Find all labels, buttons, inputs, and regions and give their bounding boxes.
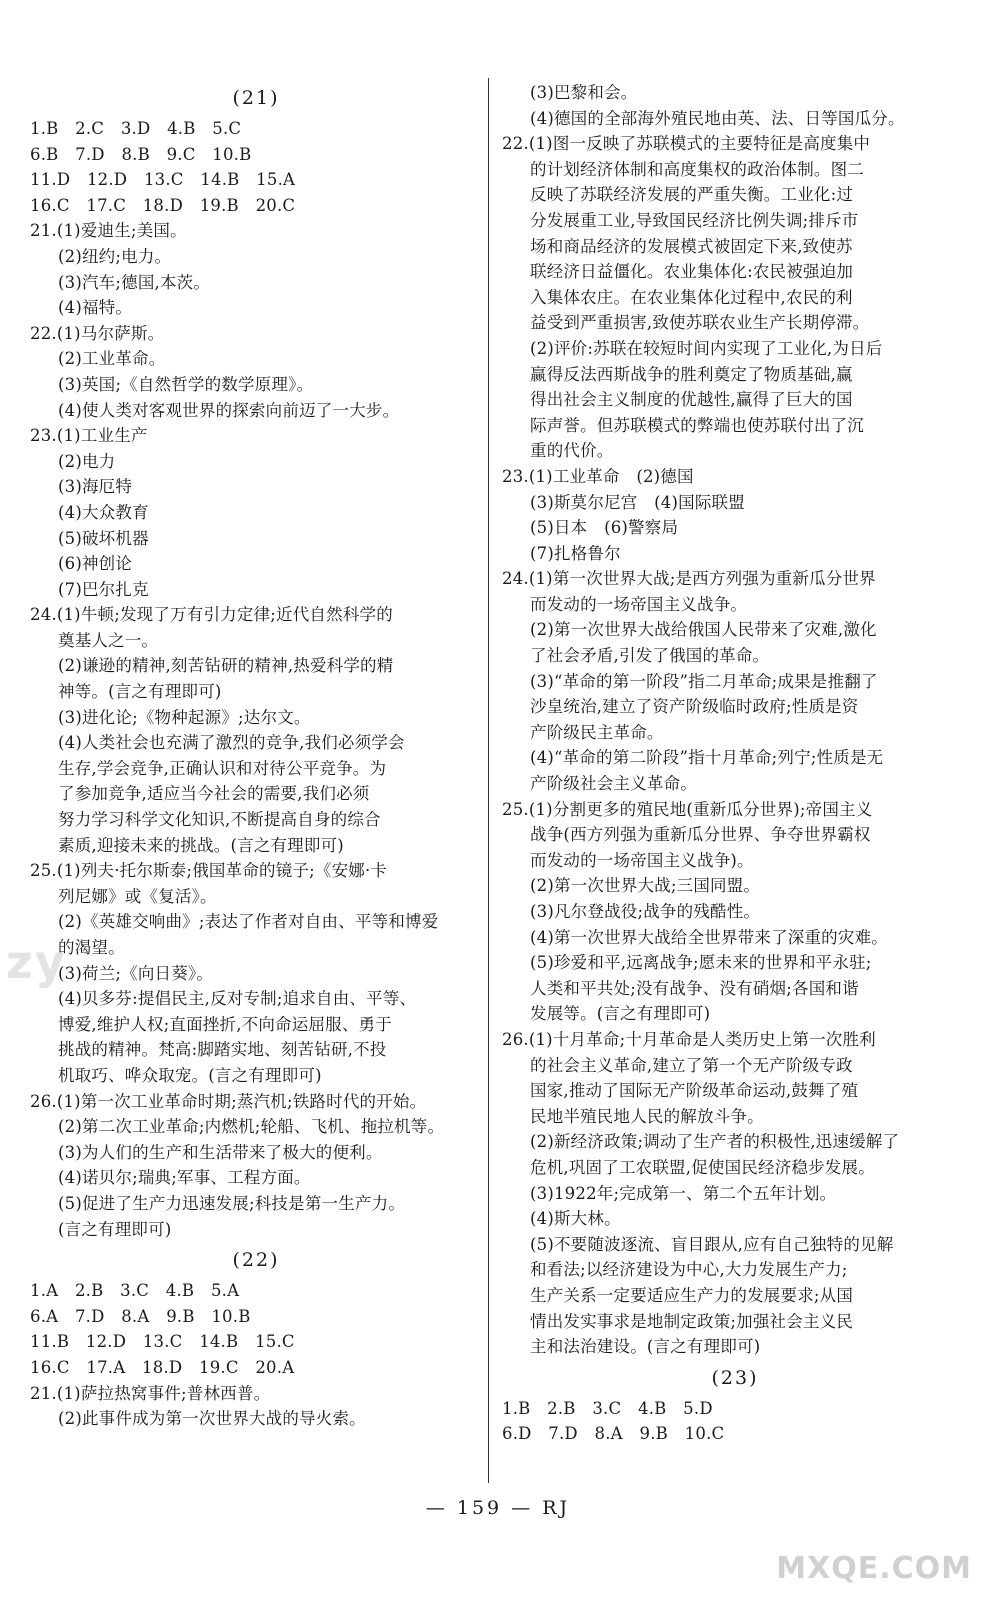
text-line: 主和法治建设。(言之有理即可) [530,1337,761,1357]
text-line: 场和商品经济的发展模式被固定下来,致使苏 [530,236,853,256]
text-line: (5)促进了生产力迅速发展;科技是第一生产力。 [58,1193,406,1213]
text-line: (4)贝多芬:提倡民主,反对专制;追求自由、平等、 [58,989,417,1009]
text-line: (2)新经济政策;调动了生产者的积极性,迅速缓解了 [530,1132,900,1152]
text-line: (3)英国;《自然哲学的数学原理》。 [58,374,314,394]
text-line: (3)为人们的生产和生活带来了极大的便利。 [58,1142,383,1162]
text-line: (2)此事件成为第一次世界大战的导火索。 [58,1409,366,1429]
text-line: 的渴望。 [58,938,125,957]
text-line: 赢得反法西斯战争的胜利奠定了物质基础,赢 [530,364,853,384]
answer-row: 1.B 2.B 3.C 4.B 5.D [502,1398,713,1418]
text-line: (3)进化论;《物种起源》;达尔文。 [58,707,311,727]
text-line: (2)纽约;电力。 [58,246,172,266]
text-line: (2)《英雄交响曲》;表达了作者对自由、平等和博爱 [58,912,439,932]
text-line: 联经济日益僵化。农业集体化:农民被强迫加 [530,262,854,282]
text-line: 22.(1)图一反映了苏联模式的主要特征是高度集中 [502,134,871,154]
text-line: 21.(1)萨拉热窝事件;普林西普。 [30,1383,271,1403]
text-line: (7)巴尔扎克 [58,579,149,599]
text-line: (5)日本 (6)警察局 [530,518,679,538]
text-line: 25.(1)分割更多的殖民地(重新瓜分世界);帝国主义 [502,799,873,819]
answer-row: 11.D 12.D 13.C 14.B 15.A [30,170,296,190]
section-heading: (22) [232,1249,280,1272]
text-line: 和看法;以经济建设为中心,大力发展生产力; [530,1260,848,1280]
text-line: (3)斯莫尔尼宫 (4)国际联盟 [530,492,745,512]
text-line: (2)第一次世界大战;三国同盟。 [530,876,761,896]
text-line: (5)不要随波逐流、盲目跟从,应有自己独特的见解 [530,1234,894,1254]
answer-row: 1.B 2.C 3.D 4.B 5.C [30,119,242,138]
text-line: 素质,迎接未来的挑战。(言之有理即可) [58,835,344,855]
text-line: (3)荷兰;《向日葵》。 [58,963,214,983]
text-line: 22.(1)马尔萨斯。 [30,323,165,343]
answer-row: 11.B 12.D 13.C 14.B 15.C [30,1332,295,1352]
text-line: 努力学习科学文化知识,不断提高自身的综合 [58,810,381,830]
answer-row: 1.A 2.B 3.C 4.B 5.A [30,1281,240,1301]
text-line: 21.(1)爱迪生;美国。 [30,221,187,241]
watermark-left: zy [6,935,67,989]
text-line: (2)第一次世界大战给俄国人民带来了灾难,激化 [530,620,877,640]
text-line: 战争(西方列强为重新瓜分世界、争夺世界霸权 [530,825,871,845]
page-footer: — 159 — RJ [425,1497,571,1519]
text-line: 人类和平共处;没有战争、没有硝烟;各国和谐 [530,978,859,998]
text-line: 得出社会主义制度的优越性,赢得了巨大的国 [530,390,853,410]
text-line: (4)德国的全部海外殖民地由英、法、日等国瓜分。 [530,108,905,128]
text-line: (4)诺贝尔;瑞典;军事、工程方面。 [58,1168,311,1188]
answer-row: 6.B 7.D 8.B 9.C 10.B [30,144,252,164]
text-line: (4)斯大林。 [530,1209,621,1229]
answer-row: 16.C 17.A 18.D 19.C 20.A [30,1357,295,1377]
text-line: 24.(1)第一次世界大战;是西方列强为重新瓜分世界 [502,569,876,589]
text-line: 博爱,维护人权;直面挫折,不向命运屈服、勇于 [58,1014,392,1034]
answer-row: 6.A 7.D 8.A 9.B 10.B [30,1306,251,1326]
text-line: (3)汽车;德国,本茨。 [58,272,211,292]
text-line: 的计划经济体制和高度集权的政治体制。图二 [530,159,864,179]
text-line: 了社会矛盾,引发了俄国的革命。 [530,646,770,666]
text-line: (言之有理即可) [58,1219,172,1239]
text-line: (6)神创论 [58,554,133,574]
text-line: 23.(1)工业生产 [30,426,148,446]
text-line: 入集体农庄。在农业集体化过程中,农民的利 [530,287,853,307]
text-line: (2)谦逊的精神,刻苦钻研的精神,热爱科学的精 [58,656,394,676]
text-line: 23.(1)工业革命 (2)德国 [502,466,694,486]
answer-row: 16.C 17.C 18.D 19.B 20.C [30,195,296,215]
text-line: 际声誉。但苏联模式的弊端也使苏联付出了沉 [530,415,864,435]
answer-row: 6.D 7.D 8.A 9.B 10.C [502,1424,725,1444]
text-line: 益受到严重损害,致使苏联农业生产长期停滞。 [530,313,870,333]
text-line: 情出发实事求是地制定政策;加强社会主义民 [530,1311,854,1331]
text-line: 26.(1)第一次工业革命时期;蒸汽机;铁路时代的开始。 [30,1091,427,1111]
text-line: (2)工业革命。 [58,349,166,369]
text-line: 生产关系一定要适应生产力的发展要求;从国 [530,1285,854,1305]
text-line: (5)破坏机器 [58,528,149,548]
text-line: 反映了苏联经济发展的严重失衡。工业化:过 [530,185,854,205]
text-line: (4)使人类对客观世界的探索向前迈了一大步。 [58,400,400,420]
text-line: (4)第一次世界大战给全世界带来了深重的灾难。 [530,927,888,947]
section-heading: (23) [711,1366,759,1389]
section-heading: (21) [232,87,280,109]
left-column [30,80,482,1482]
text-line: 神等。(言之有理即可) [58,682,222,702]
text-line: (3)1922年;完成第一、第二个五年计划。 [530,1183,837,1203]
text-line: (4)“革命的第二阶段”指十月革命;列宁;性质是无 [530,748,884,768]
text-line: (2)电力 [58,451,116,471]
text-line: (2)评价:苏联在较短时间内实现了工业化,为日后 [530,338,883,358]
text-line: 24.(1)牛顿;发现了万有引力定律;近代自然科学的 [30,605,393,625]
text-line: 而发动的一场帝国主义战争。 [530,594,748,614]
column-divider [488,78,489,1483]
text-line: 的社会主义革命,建立了第一个无产阶级专政 [530,1055,853,1075]
text-line: 民地半殖民地人民的解放斗争。 [530,1106,764,1126]
text-line: (5)珍爱和平,远离战争;愿未来的世界和平永驻; [530,953,872,973]
text-line: 国家,推动了国际无产阶级革命运动,鼓舞了殖 [530,1081,859,1101]
text-line: 沙皇统治,建立了资产阶级临时政府;性质是资 [530,697,859,717]
text-line: (4)大众教育 [58,502,149,522]
text-line: 发展等。(言之有理即可) [530,1004,711,1024]
text-line: 列尼娜》或《复活》。 [58,886,217,906]
text-line: 挑战的精神。梵高:脚踏实地、刻苦钻研,不投 [58,1040,387,1060]
text-line: 机取巧、哗众取宠。(言之有理即可) [58,1065,322,1085]
text-line: 了参加竞争,适应当今社会的需要,我们必须 [58,784,370,804]
watermark: MXQE.COM [776,1551,972,1586]
text-line: 26.(1)十月革命;十月革命是人类历史上第一次胜利 [502,1029,876,1049]
text-line: (3)海厄特 [58,477,133,497]
text-line: 重的代价。 [530,441,614,461]
right-column [502,80,968,1482]
text-line: 而发动的一场帝国主义战争)。 [530,850,754,870]
text-line: 25.(1)列夫·托尔斯泰;俄国革命的镜子;《安娜·卡 [30,861,388,881]
text-line: 奠基人之一。 [58,630,159,650]
text-line: (3)凡尔登战役;战争的残酷性。 [530,902,761,921]
text-line: (4)福特。 [58,298,133,318]
text-line: 产阶级社会主义革命。 [530,774,697,794]
text-line: (7)扎格鲁尔 [530,543,621,563]
text-line: (2)第二次工业革命;内燃机;轮船、飞机、拖拉机等。 [58,1117,445,1137]
text-line: 产阶级民主革命。 [530,722,664,742]
text-line: (3)巴黎和会。 [530,83,638,102]
text-line: (3)“革命的第一阶段”指二月革命;成果是推翻了 [530,671,878,691]
text-line: (4)人类社会也充满了激烈的竞争,我们必须学会 [58,733,405,753]
text-line: 生存,学会竞争,正确认识和对待公平竞争。为 [58,758,387,778]
text-line: 分发展重工业,导致国民经济比例失调;排斥市 [530,210,859,230]
text-line: 危机,巩固了工农联盟,促使国民经济稳步发展。 [530,1157,875,1177]
